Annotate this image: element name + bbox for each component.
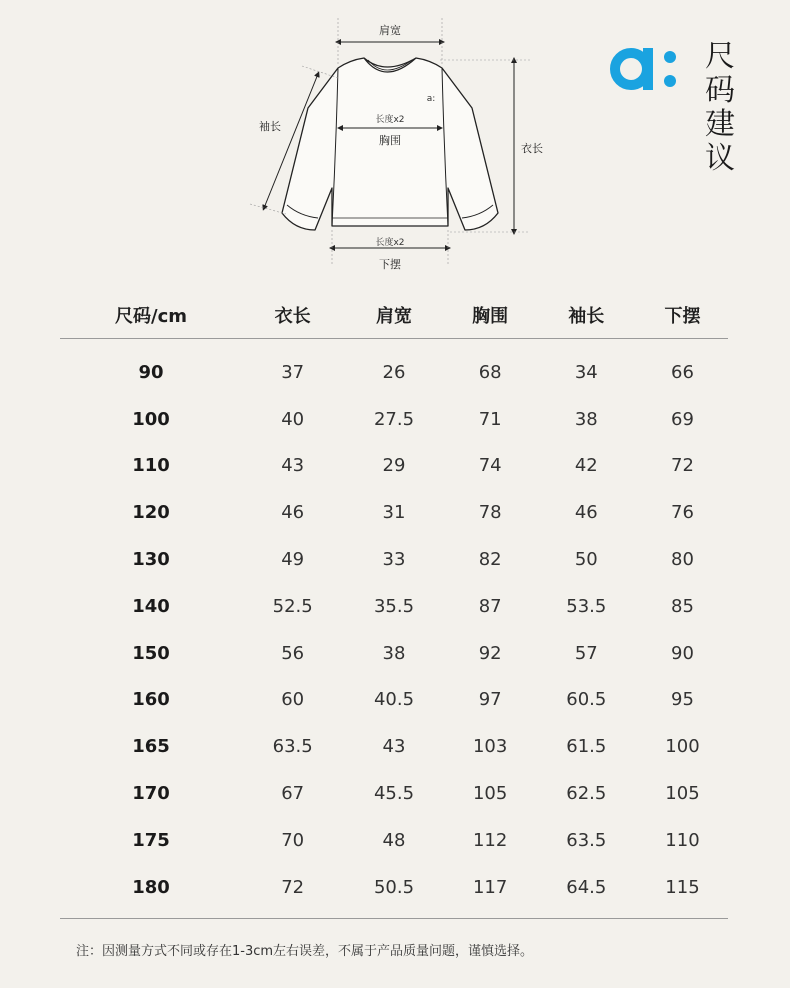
header-hem: 下摆 — [637, 292, 728, 339]
hem-multiplier-label: 长度x2 — [375, 238, 405, 248]
garment-diagram — [240, 8, 543, 278]
measurement-cell: 53.5 — [566, 595, 607, 617]
measurement-cell: 48 — [382, 829, 406, 851]
measurement-cell: 105 — [665, 783, 700, 805]
measurement-cell: 29 — [382, 455, 406, 477]
size-cell: 110 — [132, 455, 170, 477]
size-cell: 180 — [132, 876, 170, 898]
size-cell: 160 — [132, 689, 170, 711]
size-cell: 130 — [132, 549, 170, 571]
size-table — [60, 292, 728, 917]
measurement-cell: 110 — [665, 829, 700, 851]
size-cell: 150 — [132, 642, 170, 664]
measurement-cell: 56 — [281, 642, 305, 664]
measurement-cell: 90 — [671, 642, 694, 664]
header-shoulder: 肩宽 — [343, 292, 444, 339]
measurement-cell: 69 — [671, 408, 694, 430]
measurement-cell: 63.5 — [566, 829, 607, 851]
brand-logo-icon — [606, 40, 686, 100]
table-row — [60, 723, 728, 770]
measurement-cell: 80 — [671, 549, 694, 571]
measurement-cell: 117 — [472, 876, 508, 898]
brand-block — [606, 40, 746, 190]
measurement-cell: 112 — [472, 829, 508, 851]
measurement-cell: 27.5 — [373, 408, 415, 430]
measurement-cell: 38 — [574, 408, 598, 430]
table-row — [60, 536, 728, 583]
measurement-cell: 72 — [281, 876, 305, 898]
measurement-cell: 60 — [281, 689, 305, 711]
measurement-cell: 26 — [382, 361, 406, 383]
measurement-cell: 76 — [671, 502, 694, 524]
measurement-cell: 45.5 — [373, 783, 415, 805]
measurement-cell: 46 — [281, 502, 305, 524]
measurement-note: 注：因测量方式不同或存在1-3cm左右误差，不属于产品质量问题，谨慎选择。 — [76, 944, 534, 959]
measurement-cell: 115 — [665, 876, 700, 898]
measurement-cell: 40.5 — [373, 689, 415, 711]
measurement-cell: 50.5 — [373, 876, 415, 898]
measurement-cell: 92 — [478, 642, 502, 664]
size-cell: 90 — [138, 361, 164, 383]
measurement-cell: 68 — [478, 361, 502, 383]
measurement-cell: 78 — [478, 502, 502, 524]
measurement-cell: 105 — [472, 783, 508, 805]
measurement-cell: 38 — [382, 642, 406, 664]
measurement-cell: 97 — [478, 689, 502, 711]
measurement-cell: 95 — [671, 689, 694, 711]
header-body-length: 衣长 — [242, 292, 343, 339]
measurement-cell: 57 — [574, 642, 598, 664]
measurement-cell: 100 — [665, 736, 700, 758]
table-header-row — [60, 292, 728, 339]
measurement-cell: 43 — [281, 455, 305, 477]
header-chest: 胸围 — [445, 292, 536, 339]
measurement-cell: 87 — [478, 595, 502, 617]
table-row — [60, 630, 728, 677]
measurement-cell: 40 — [281, 408, 305, 430]
sleeve-length-label: 袖长 — [259, 120, 281, 133]
measurement-cell: 85 — [671, 595, 694, 617]
measurement-cell: 82 — [478, 549, 502, 571]
size-cell: 175 — [132, 829, 170, 851]
body-length-label: 衣长 — [521, 142, 543, 155]
table-row — [60, 489, 728, 536]
size-cell: 170 — [132, 783, 170, 805]
measurement-cell: 50 — [574, 549, 598, 571]
measurement-cell: 42 — [574, 455, 598, 477]
table-row — [60, 817, 728, 864]
measurement-cell: 103 — [472, 736, 508, 758]
size-cell: 120 — [132, 502, 170, 524]
table-row — [60, 770, 728, 817]
shoulder-width-label: 肩宽 — [379, 24, 401, 37]
table-row — [60, 677, 728, 724]
measurement-cell: 34 — [574, 361, 598, 383]
measurement-cell: 52.5 — [272, 595, 313, 617]
measurement-cell: 61.5 — [566, 736, 607, 758]
size-cell: 100 — [132, 408, 170, 430]
measurement-cell: 43 — [382, 736, 406, 758]
size-cell: 165 — [132, 736, 170, 758]
chest-label: 胸围 — [379, 134, 401, 147]
measurement-cell: 37 — [281, 361, 305, 383]
measurement-cell: 35.5 — [373, 595, 415, 617]
measurement-cell: 33 — [382, 549, 406, 571]
chest-multiplier-label: 长度x2 — [375, 115, 405, 125]
measurement-cell: 60.5 — [566, 689, 607, 711]
chest-logo-mark: a: — [426, 94, 436, 104]
measurement-cell: 71 — [478, 408, 502, 430]
measurement-cell: 49 — [281, 549, 305, 571]
measurement-cell: 72 — [671, 455, 694, 477]
hem-label: 下摆 — [379, 258, 401, 271]
header-sleeve: 袖长 — [536, 292, 637, 339]
measurement-cell: 74 — [478, 455, 502, 477]
table-row — [60, 583, 728, 630]
table-row — [60, 864, 728, 917]
measurement-cell: 70 — [281, 829, 305, 851]
measurement-cell: 46 — [574, 502, 598, 524]
measurement-cell: 31 — [382, 502, 406, 524]
size-cell: 140 — [132, 595, 170, 617]
measurement-cell: 64.5 — [566, 876, 607, 898]
measurement-cell: 67 — [281, 783, 305, 805]
measurement-cell: 63.5 — [272, 736, 313, 758]
table-row — [60, 339, 728, 396]
size-guide-title: 尺码建议 — [705, 39, 735, 176]
measurement-cell: 66 — [671, 361, 694, 383]
table-row — [60, 443, 728, 490]
measurement-cell: 62.5 — [566, 783, 607, 805]
table-row — [60, 396, 728, 443]
header-size: 尺码/cm — [60, 292, 242, 339]
table-bottom-divider — [60, 918, 728, 919]
